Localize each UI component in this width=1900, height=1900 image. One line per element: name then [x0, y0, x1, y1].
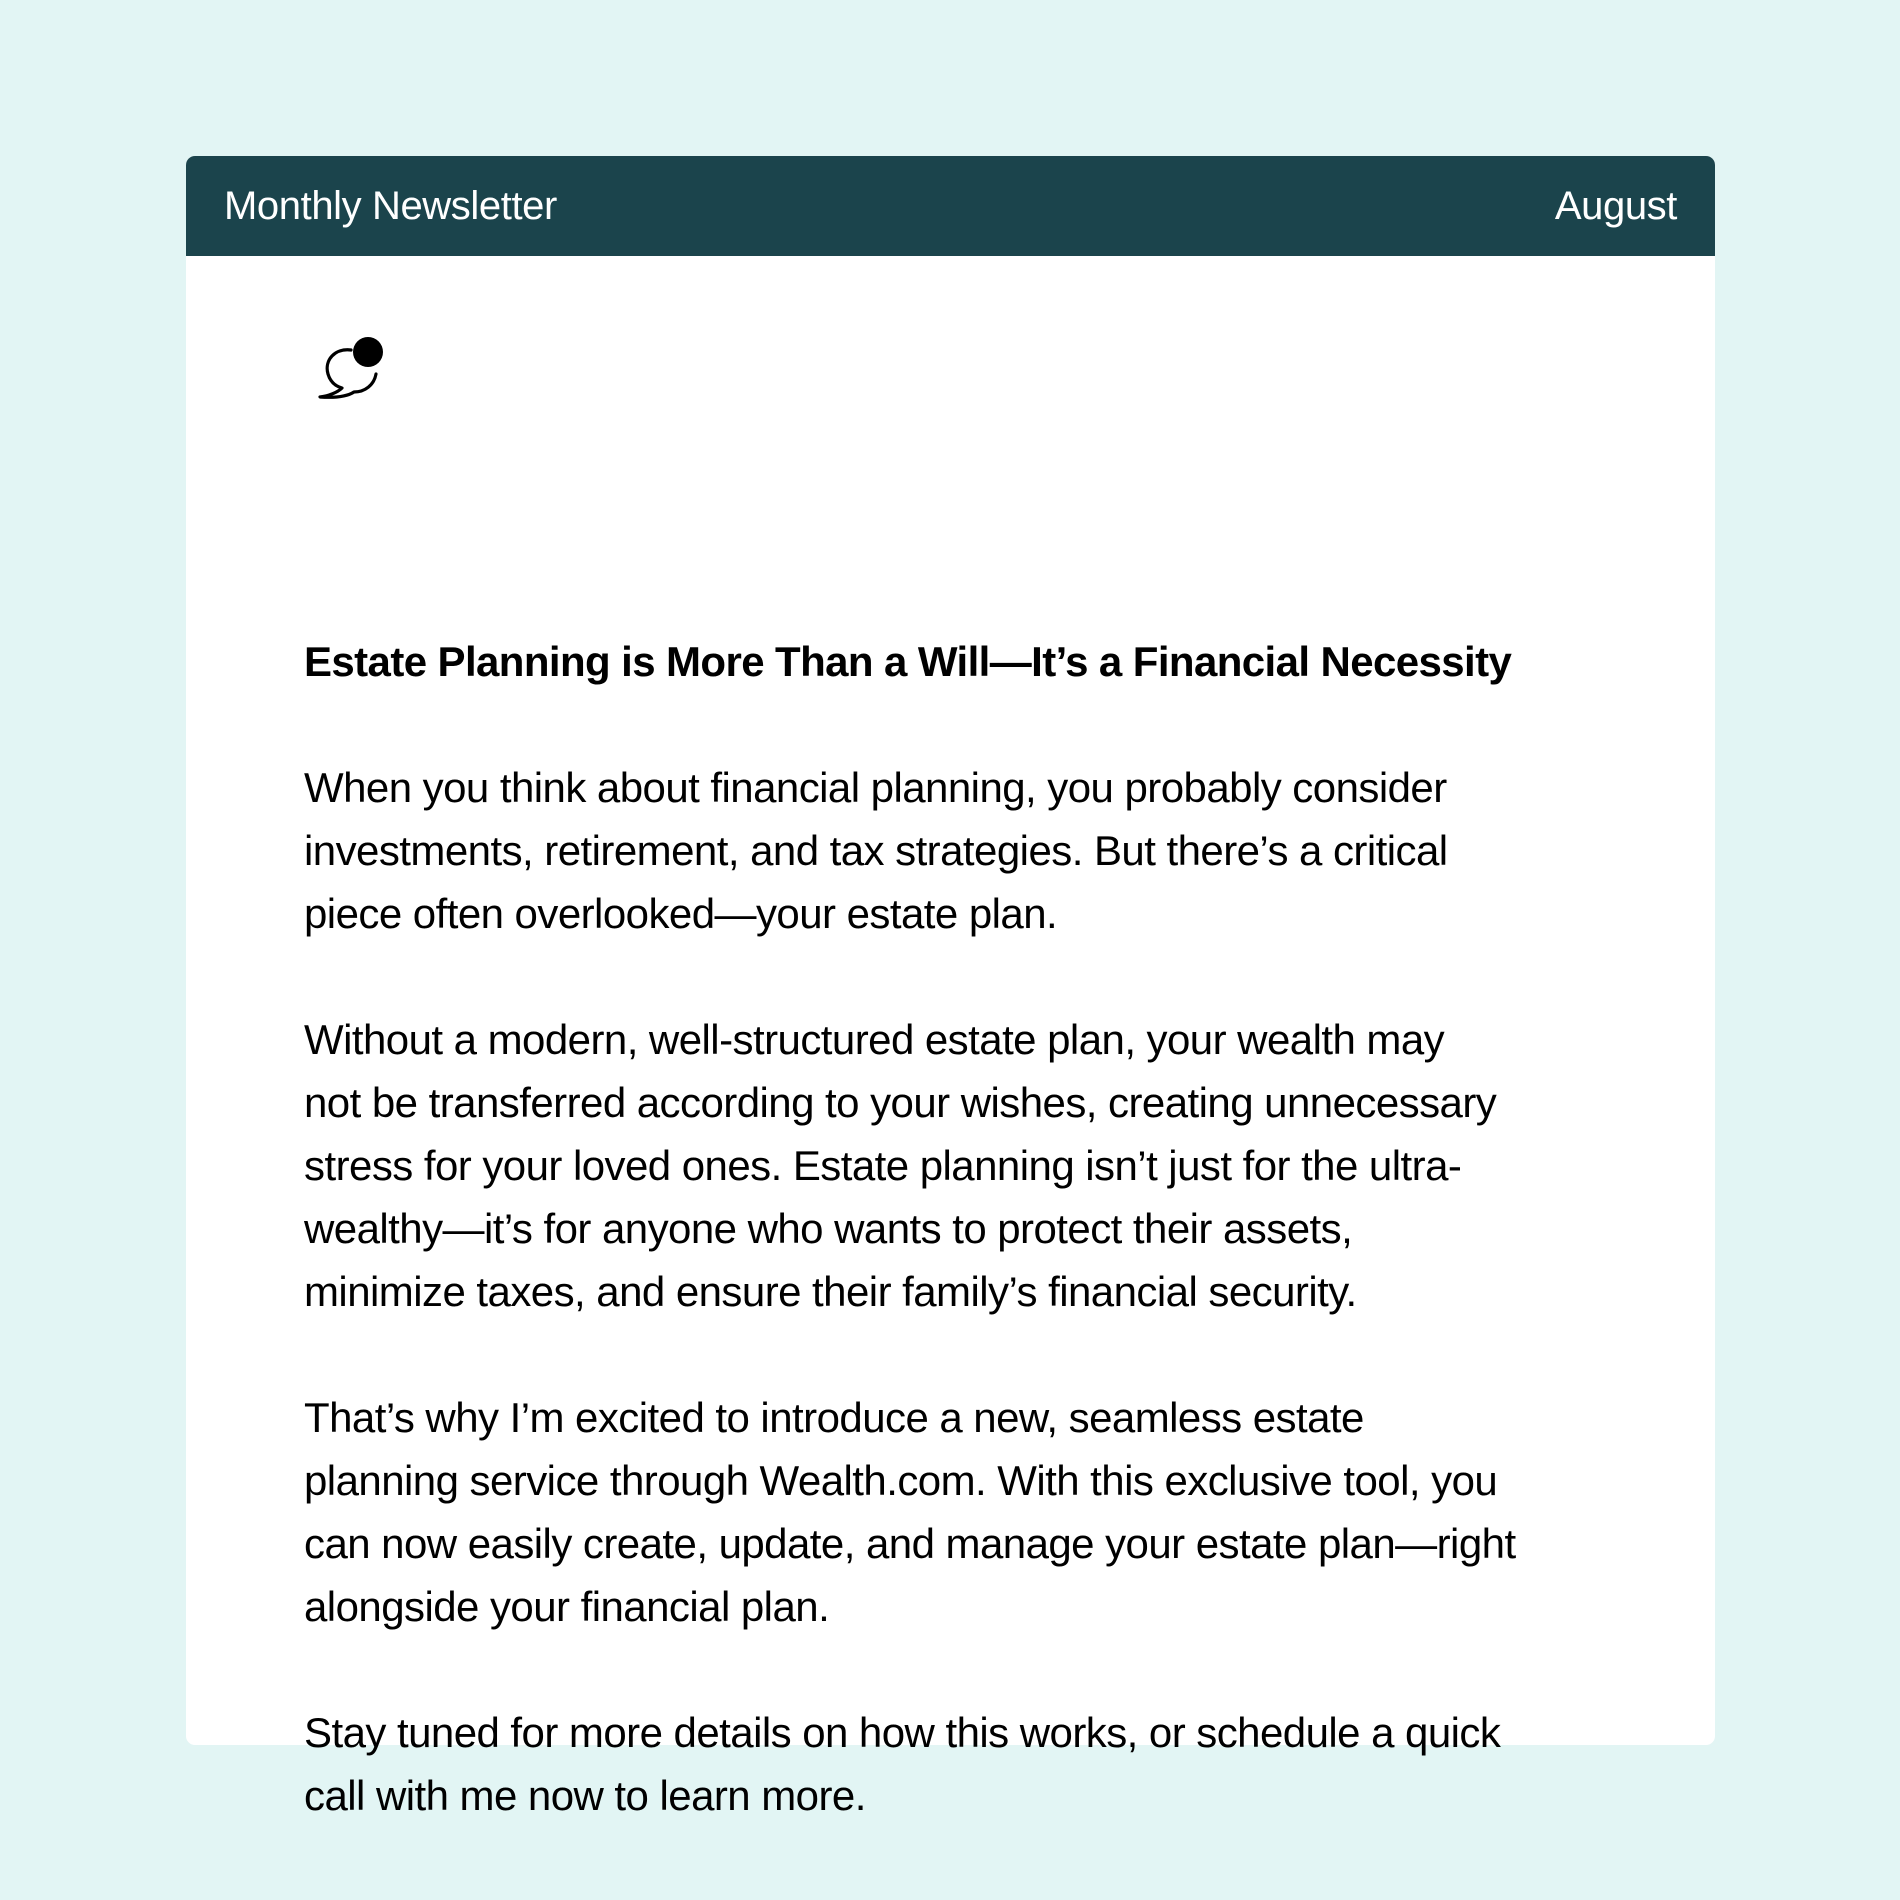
- paragraph-line: not be transferred according to your wishes, creating unnecessary: [304, 1079, 1497, 1126]
- paragraph-line: wealthy—it’s for anyone who wants to protect their assets,: [304, 1205, 1353, 1252]
- chat-bubble-notification-icon: [312, 340, 392, 420]
- article-paragraph-2: [304, 1008, 1624, 1323]
- article-headline: Estate Planning is More Than a Will—It’s a Financial Necessity: [304, 638, 1512, 685]
- paragraph-line: That’s why I’m excited to introduce a new, seamless estate: [304, 1394, 1364, 1441]
- paragraph-line: call with me now to learn more.: [304, 1772, 866, 1819]
- paragraph-line: minimize taxes, and ensure their family’s financial security.: [304, 1268, 1357, 1315]
- paragraph-line: piece often overlooked—your estate plan.: [304, 890, 1058, 937]
- paragraph-line: can now easily create, update, and manage your estate plan—right: [304, 1520, 1516, 1567]
- article-body: [304, 630, 1624, 1827]
- paragraph-line: Stay tuned for more details on how this works, or schedule a quick: [304, 1709, 1501, 1756]
- newsletter-month: August: [1554, 184, 1677, 228]
- newsletter-header: [186, 156, 1715, 256]
- paragraph-line: stress for your loved ones. Estate planning isn’t just for the ultra-: [304, 1142, 1462, 1189]
- paragraph-line: planning service through Wealth.com. With this exclusive tool, you: [304, 1457, 1498, 1504]
- paragraph-line: Without a modern, well-structured estate plan, your wealth may: [304, 1016, 1445, 1063]
- paragraph-line: alongside your financial plan.: [304, 1583, 830, 1630]
- newsletter-card: [186, 156, 1715, 1819]
- paragraph-line: investments, retirement, and tax strategies. But there’s a critical: [304, 827, 1448, 874]
- article-paragraph-3: [304, 1386, 1624, 1638]
- article-paragraph-1: [304, 756, 1624, 945]
- newsletter-title: Monthly Newsletter: [224, 184, 557, 228]
- paragraph-line: When you think about financial planning, you probably consider: [304, 764, 1447, 811]
- article-paragraph-4: [304, 1701, 1624, 1827]
